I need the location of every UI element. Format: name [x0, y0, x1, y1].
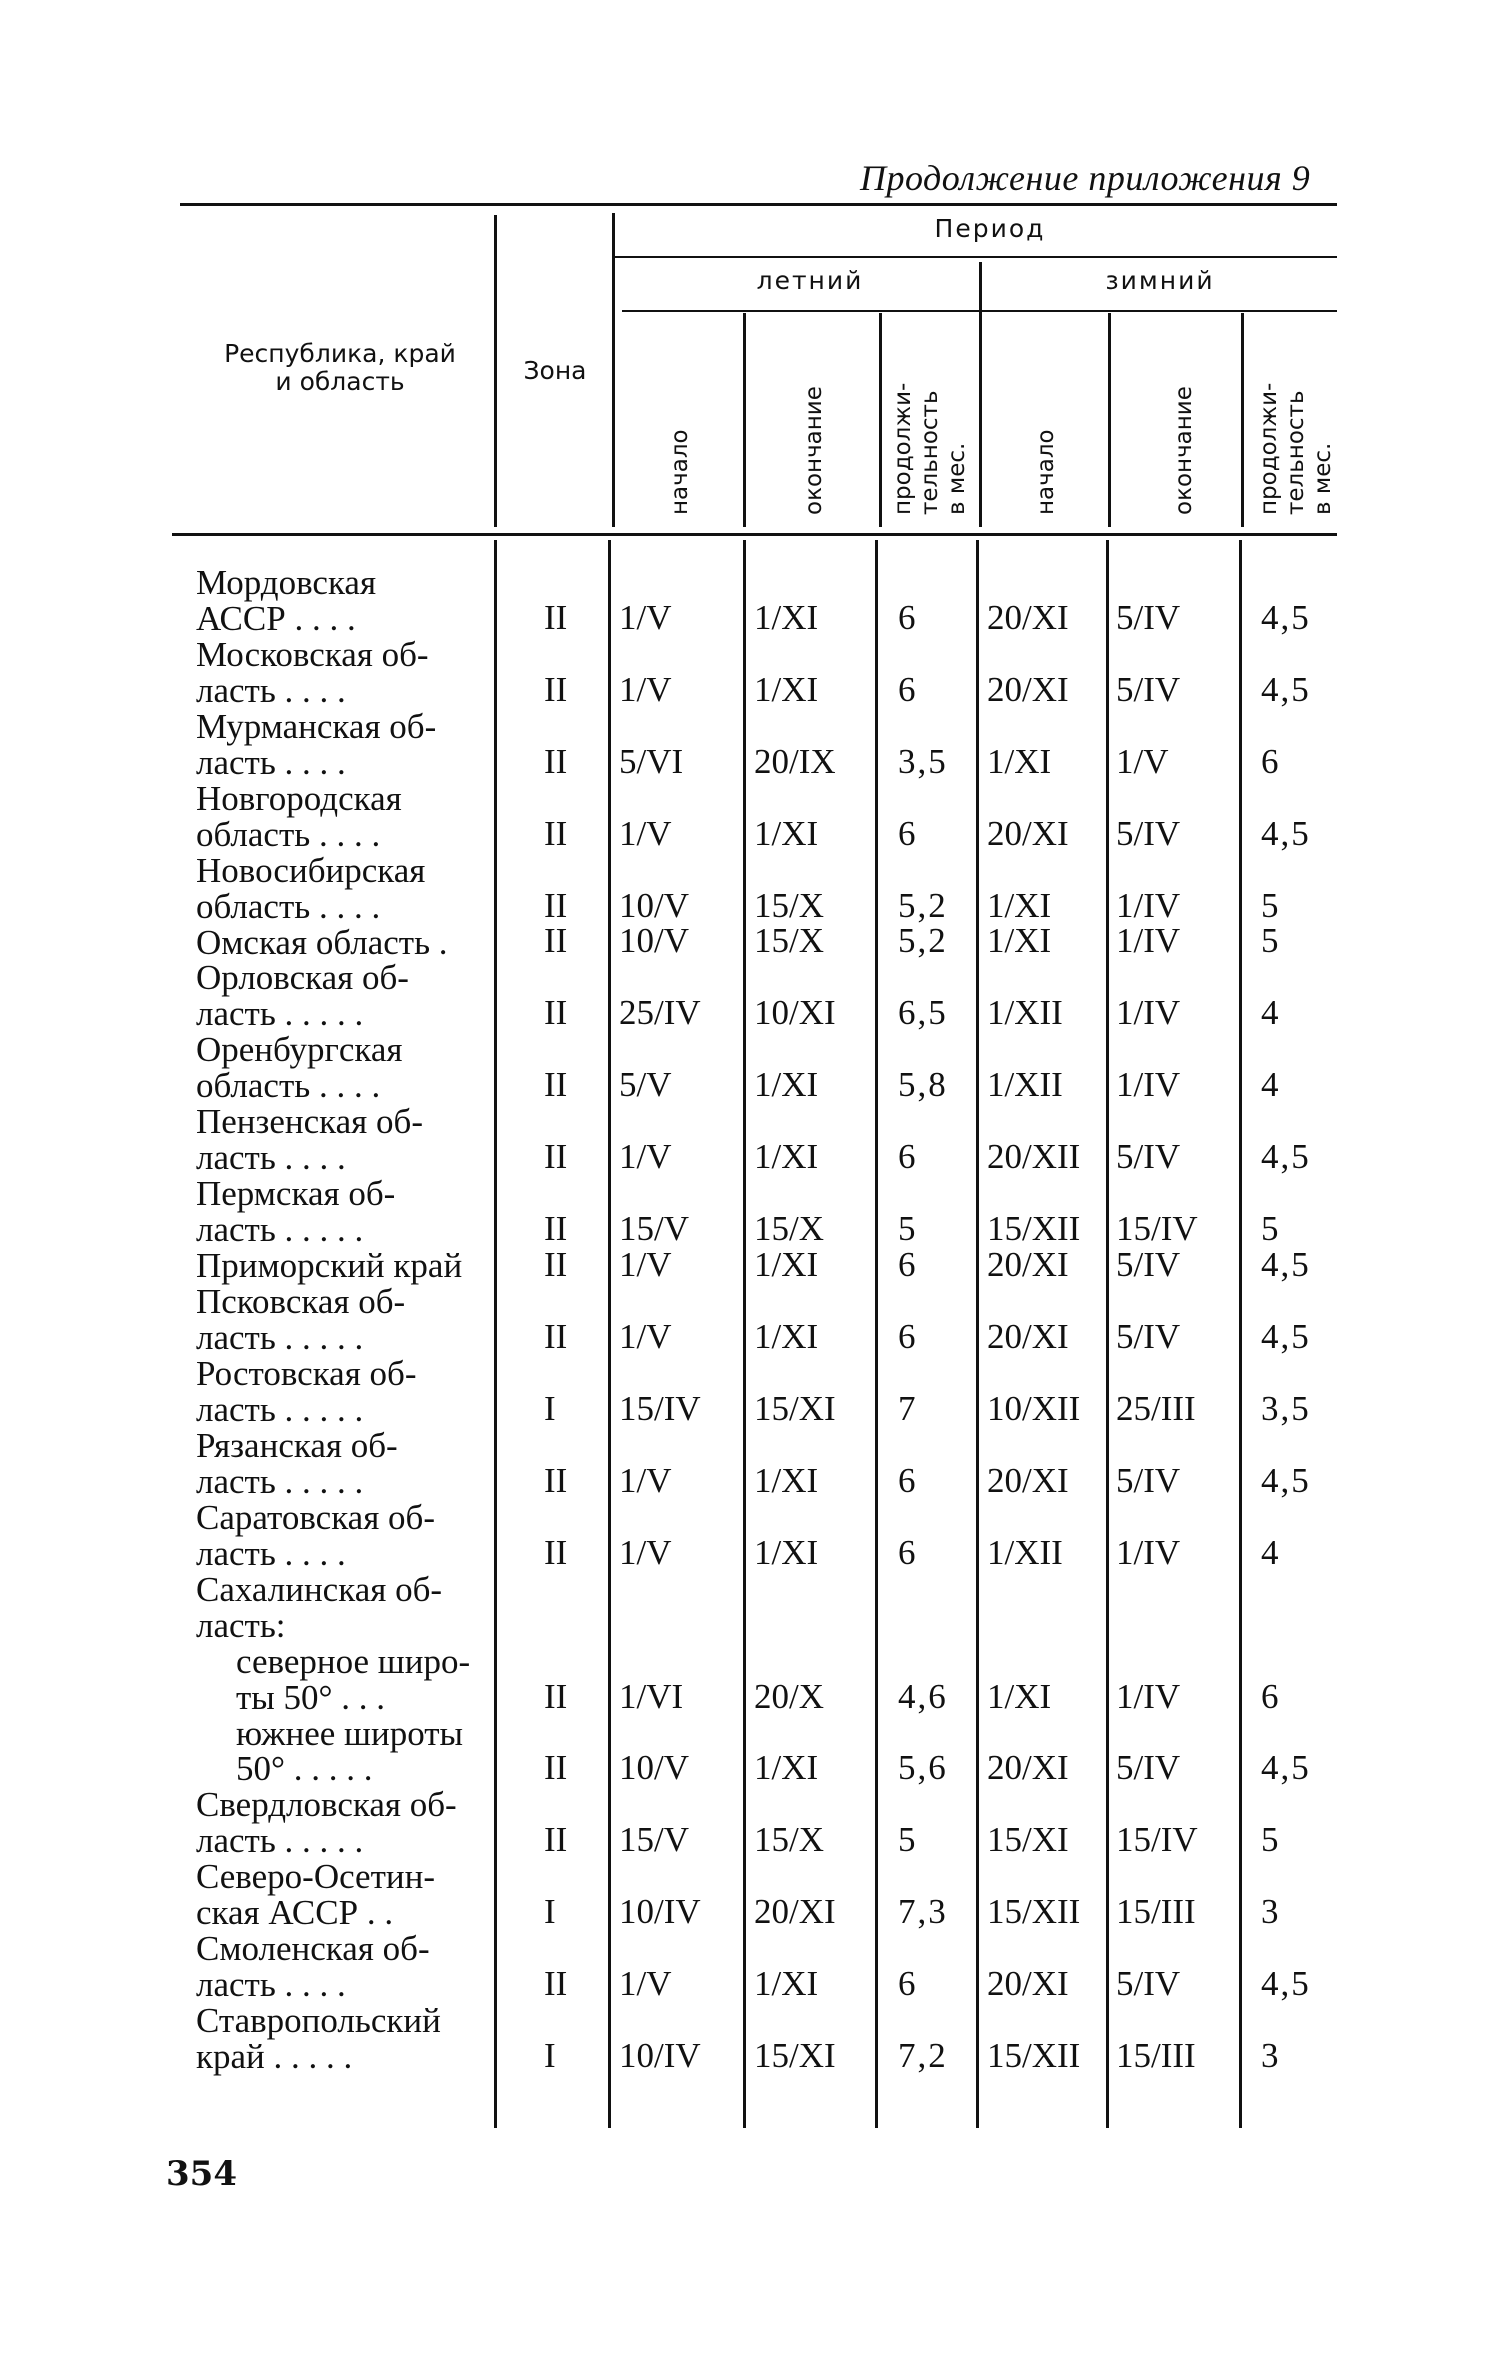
region-name-line: Свердловская об- — [196, 1785, 457, 1825]
header-winter: зимний — [1105, 266, 1215, 295]
cell-winter-start: 15/XII — [987, 1209, 1081, 1249]
header-period: Период — [934, 214, 1046, 243]
region-name-line: ласть . . . . — [196, 742, 346, 782]
cell-winter-duration: 4,5 — [1261, 1245, 1311, 1285]
cell-summer-end: 20/X — [754, 1676, 824, 1716]
cell-winter-end: 5/IV — [1116, 1964, 1181, 2004]
cell-winter-start: 1/XI — [987, 1676, 1052, 1716]
region-name-line: ласть . . . . . — [196, 1210, 364, 1250]
cell-summer-end: 1/XI — [754, 1137, 819, 1177]
region-name — [196, 706, 499, 782]
table-row — [196, 706, 1346, 782]
cell-summer-duration: 5,6 — [898, 1748, 948, 1788]
cell-zone: II — [544, 993, 568, 1033]
region-name — [196, 1425, 499, 1501]
cell-winter-duration: 6 — [1261, 1676, 1281, 1716]
cell-winter-duration: 6 — [1261, 741, 1281, 781]
region-name-line: Пензенская об- — [196, 1102, 423, 1142]
cell-winter-duration: 4,5 — [1261, 597, 1311, 637]
region-name — [196, 1641, 499, 1717]
cell-summer-end: 20/XI — [754, 1892, 836, 1932]
header-bottom-rule — [172, 533, 1337, 536]
cell-zone: II — [544, 669, 568, 709]
header-winter-duration: продолжи- тельность в мес. — [1256, 382, 1336, 515]
cell-summer-end: 1/XI — [754, 1065, 819, 1105]
region-name — [196, 1569, 499, 1645]
cell-summer-start: 10/IV — [619, 1892, 701, 1932]
cell-summer-duration: 7 — [898, 1388, 918, 1428]
cell-winter-duration: 5 — [1261, 885, 1281, 925]
cell-summer-duration: 4,6 — [898, 1676, 948, 1716]
cell-winter-end: 5/IV — [1116, 669, 1181, 709]
cell-summer-duration: 6 — [898, 1137, 918, 1177]
region-name-line: ласть . . . . — [196, 1965, 346, 2005]
cell-winter-end: 1/IV — [1116, 1676, 1181, 1716]
cell-summer-end: 1/XI — [754, 1532, 819, 1572]
cell-summer-start: 1/V — [619, 597, 672, 637]
cell-winter-end: 15/IV — [1116, 1820, 1198, 1860]
cell-summer-duration: 5,2 — [898, 885, 948, 925]
cell-winter-duration: 4 — [1261, 993, 1281, 1033]
cell-winter-end: 5/IV — [1116, 1245, 1181, 1285]
region-name — [196, 1284, 499, 1356]
cell-winter-duration: 4,5 — [1261, 1316, 1311, 1356]
region-name-line: Северо-Осетин- — [196, 1857, 436, 1897]
header-vline-season — [979, 262, 982, 527]
cell-winter-start: 20/XI — [987, 1316, 1069, 1356]
cell-winter-end: 5/IV — [1116, 1748, 1181, 1788]
region-name-line: Псковская об- — [196, 1282, 406, 1322]
cell-summer-start: 5/VI — [619, 741, 684, 781]
cell-summer-duration: 5,8 — [898, 1065, 948, 1105]
cell-zone: II — [544, 1460, 568, 1500]
header-winter-end: окончание — [1171, 386, 1197, 515]
cell-winter-start: 1/XI — [987, 885, 1052, 925]
region-name-line: 50° . . . . . — [236, 1749, 373, 1789]
region-name — [196, 1497, 499, 1573]
cell-winter-start: 20/XI — [987, 813, 1069, 853]
cell-winter-end: 1/IV — [1116, 885, 1181, 925]
cell-winter-end: 15/IV — [1116, 1209, 1198, 1249]
cell-winter-duration: 5 — [1261, 921, 1281, 961]
cell-summer-start: 1/VI — [619, 1676, 684, 1716]
cell-summer-start: 1/V — [619, 1964, 672, 2004]
region-name-line: Новгородская — [196, 778, 402, 818]
header-summer-end: окончание — [801, 386, 827, 515]
cell-summer-duration: 6 — [898, 1316, 918, 1356]
region-name-line: Приморский край — [196, 1246, 463, 1286]
cell-zone: II — [544, 1820, 568, 1860]
header-zone: Зона — [523, 356, 587, 385]
cell-summer-end: 15/X — [754, 1209, 824, 1249]
page-number: 354 — [166, 2154, 237, 2194]
header-vline-w1 — [1108, 313, 1111, 527]
cell-zone: II — [544, 1316, 568, 1356]
cell-winter-end: 1/IV — [1116, 921, 1181, 961]
cell-summer-start: 1/V — [619, 813, 672, 853]
cell-winter-start: 15/XII — [987, 2036, 1081, 2076]
cell-winter-start: 20/XI — [987, 1748, 1069, 1788]
region-name — [196, 1353, 499, 1429]
cell-summer-end: 1/XI — [754, 1748, 819, 1788]
table-caption: Продолжение приложения 9 — [860, 158, 1311, 198]
region-name-line: ская АССР . . — [196, 1893, 394, 1933]
region-name — [196, 960, 499, 1032]
cell-summer-start: 15/V — [619, 1209, 689, 1249]
region-name — [196, 922, 499, 962]
cell-summer-start: 5/V — [619, 1065, 672, 1105]
header-summer-duration: продолжи- тельность в мес. — [890, 382, 970, 515]
cell-summer-end: 1/XI — [754, 813, 819, 853]
cell-summer-end: 15/X — [754, 1820, 824, 1860]
region-name-line: ласть . . . . . — [196, 994, 364, 1034]
table-row — [196, 850, 1346, 926]
cell-zone: II — [544, 885, 568, 925]
table-row — [196, 1859, 1346, 1931]
cell-zone: II — [544, 1065, 568, 1105]
cell-zone: II — [544, 1245, 568, 1285]
region-name-line: Омская область . — [196, 922, 448, 962]
region-name — [196, 850, 499, 926]
cell-winter-end: 1/IV — [1116, 993, 1181, 1033]
cell-winter-start: 15/XII — [987, 1892, 1081, 1932]
table-row — [196, 1641, 1346, 1717]
cell-summer-start: 15/IV — [619, 1388, 701, 1428]
table-row — [196, 634, 1346, 710]
cell-winter-end: 1/IV — [1116, 1532, 1181, 1572]
cell-winter-duration: 4,5 — [1261, 1748, 1311, 1788]
region-name-line: Оренбургская — [196, 1030, 403, 1070]
table-row — [196, 778, 1346, 854]
region-name-line: Московская об- — [196, 634, 429, 674]
cell-winter-start: 20/XI — [987, 1460, 1069, 1500]
region-name-line: ласть . . . . — [196, 1533, 346, 1573]
region-name-line: область . . . . — [196, 814, 381, 854]
cell-summer-duration: 6 — [898, 813, 918, 853]
cell-winter-start: 1/XI — [987, 741, 1052, 781]
header-vline-zone-right — [612, 213, 615, 527]
cell-winter-start: 10/XII — [987, 1388, 1081, 1428]
period-rule — [615, 256, 1337, 258]
cell-summer-start: 1/V — [619, 1316, 672, 1356]
cell-summer-duration: 7,3 — [898, 1892, 948, 1932]
cell-zone: I — [544, 1388, 556, 1428]
region-name — [196, 1176, 499, 1248]
cell-zone: II — [544, 921, 568, 961]
cell-summer-duration: 6 — [898, 597, 918, 637]
cell-summer-end: 10/XI — [754, 993, 836, 1033]
region-name-line: Ростовская об- — [196, 1353, 417, 1393]
cell-summer-duration: 7,2 — [898, 2036, 948, 2076]
cell-summer-end: 15/XI — [754, 1388, 836, 1428]
cell-summer-duration: 6 — [898, 1460, 918, 1500]
cell-summer-end: 1/XI — [754, 1245, 819, 1285]
region-name — [196, 1787, 499, 1859]
table-row — [196, 1245, 1346, 1286]
cell-winter-end: 5/IV — [1116, 813, 1181, 853]
header-region: Республика, край и область — [224, 339, 456, 396]
cell-summer-duration: 6 — [898, 1964, 918, 2004]
header-vline-s2 — [879, 313, 882, 527]
top-rule — [180, 203, 1337, 206]
cell-winter-duration: 5 — [1261, 1820, 1281, 1860]
cell-winter-end: 1/V — [1116, 741, 1169, 781]
table-row — [196, 921, 1346, 962]
cell-summer-duration: 6,5 — [898, 993, 948, 1033]
region-name-line: ласть . . . . — [196, 1138, 346, 1178]
table-row — [196, 2003, 1346, 2075]
table-row — [196, 565, 1346, 637]
table-row — [196, 1176, 1346, 1248]
region-name-line: АССР . . . . — [196, 598, 356, 638]
cell-summer-start: 10/IV — [619, 2036, 701, 2076]
header-vline-s1 — [743, 313, 746, 527]
cell-winter-end: 15/III — [1116, 1892, 1196, 1932]
region-name-line: ласть . . . . . — [196, 1461, 364, 1501]
cell-summer-end: 1/XI — [754, 1460, 819, 1500]
region-name — [196, 634, 499, 710]
cell-zone: I — [544, 1892, 556, 1932]
region-name-line: ласть . . . . . — [196, 1318, 364, 1358]
cell-winter-start: 20/XI — [987, 597, 1069, 637]
cell-winter-duration: 4,5 — [1261, 1137, 1311, 1177]
table-row — [196, 1104, 1346, 1176]
cell-winter-duration: 4,5 — [1261, 669, 1311, 709]
cell-summer-duration: 5 — [898, 1209, 918, 1249]
cell-winter-end: 1/IV — [1116, 1065, 1181, 1105]
cell-winter-start: 20/XI — [987, 1964, 1069, 2004]
region-name-line: Смоленская об- — [196, 1929, 430, 1969]
table-body — [196, 565, 1346, 2075]
cell-winter-duration: 3 — [1261, 2036, 1281, 2076]
cell-winter-duration: 5 — [1261, 1209, 1281, 1249]
table-row — [196, 1353, 1346, 1429]
region-name-line: Орловская об- — [196, 958, 409, 998]
header-vline-zone-left — [494, 215, 497, 527]
table-row — [196, 1713, 1346, 1789]
region-name-line: Рязанская об- — [196, 1425, 398, 1465]
cell-summer-end: 1/XI — [754, 597, 819, 637]
cell-zone: II — [544, 1964, 568, 2004]
cell-summer-duration: 6 — [898, 1245, 918, 1285]
region-name — [196, 1104, 499, 1176]
region-name-line: Пермская об- — [196, 1174, 396, 1214]
region-name — [196, 1032, 499, 1104]
cell-summer-duration: 3,5 — [898, 741, 948, 781]
cell-summer-start: 10/V — [619, 921, 689, 961]
cell-summer-end: 15/X — [754, 921, 824, 961]
cell-summer-end: 20/IX — [754, 741, 836, 781]
region-name — [196, 565, 499, 637]
header-summer-start: начало — [667, 429, 693, 515]
cell-winter-end: 15/III — [1116, 2036, 1196, 2076]
cell-winter-start: 20/XII — [987, 1137, 1081, 1177]
cell-winter-end: 5/IV — [1116, 1137, 1181, 1177]
region-name-line: Ставропольский — [196, 2001, 441, 2041]
region-name — [196, 1859, 499, 1931]
cell-winter-start: 1/XII — [987, 1065, 1063, 1105]
cell-winter-start: 1/XI — [987, 921, 1052, 961]
cell-winter-duration: 3,5 — [1261, 1388, 1311, 1428]
cell-winter-start: 1/XII — [987, 993, 1063, 1033]
cell-zone: I — [544, 2036, 556, 2076]
cell-summer-end: 15/X — [754, 885, 824, 925]
cell-summer-end: 15/XI — [754, 2036, 836, 2076]
cell-summer-start: 25/IV — [619, 993, 701, 1033]
cell-summer-duration: 5,2 — [898, 921, 948, 961]
cell-summer-duration: 6 — [898, 1532, 918, 1572]
cell-winter-duration: 4,5 — [1261, 1964, 1311, 2004]
cell-winter-duration: 4,5 — [1261, 813, 1311, 853]
table-row — [196, 1497, 1346, 1573]
cell-summer-end: 1/XI — [754, 1316, 819, 1356]
region-name-line: ласть . . . . . — [196, 1389, 364, 1429]
cell-zone: II — [544, 1137, 568, 1177]
region-name — [196, 1931, 499, 2003]
header-summer: летний — [756, 266, 864, 295]
cell-winter-duration: 4 — [1261, 1065, 1281, 1105]
cell-winter-end: 25/III — [1116, 1388, 1196, 1428]
header-winter-start: начало — [1033, 429, 1059, 515]
cell-winter-duration: 4 — [1261, 1532, 1281, 1572]
cell-zone: II — [544, 1209, 568, 1249]
table-row — [196, 1569, 1346, 1645]
cell-summer-start: 1/V — [619, 669, 672, 709]
cell-summer-start: 1/V — [619, 1137, 672, 1177]
table-row — [196, 1284, 1346, 1356]
region-name — [196, 778, 499, 854]
cell-zone: II — [544, 1676, 568, 1716]
cell-summer-duration: 6 — [898, 669, 918, 709]
cell-zone: II — [544, 741, 568, 781]
cell-summer-duration: 5 — [898, 1820, 918, 1860]
cell-summer-end: 1/XI — [754, 669, 819, 709]
table-row — [196, 960, 1346, 1032]
table-row — [196, 1032, 1346, 1104]
cell-zone: II — [544, 1532, 568, 1572]
table-row — [196, 1787, 1346, 1859]
cell-winter-start: 1/XII — [987, 1532, 1063, 1572]
cell-winter-start: 20/XI — [987, 669, 1069, 709]
region-name-line: область . . . . — [196, 1066, 381, 1106]
region-name — [196, 1713, 499, 1789]
cell-zone: II — [544, 597, 568, 637]
cell-summer-start: 1/V — [619, 1460, 672, 1500]
cell-winter-end: 5/IV — [1116, 1316, 1181, 1356]
region-name — [196, 2003, 499, 2075]
table-row — [196, 1425, 1346, 1501]
cell-summer-start: 10/V — [619, 1748, 689, 1788]
header-vline-w2 — [1241, 313, 1244, 527]
cell-winter-duration: 4,5 — [1261, 1460, 1311, 1500]
region-name-line: Мордовская — [196, 563, 377, 602]
region-name-line: ты 50° . . . — [236, 1677, 386, 1717]
region-name — [196, 1248, 499, 1284]
region-name-line: южнее широты — [236, 1713, 464, 1753]
cell-zone: II — [544, 813, 568, 853]
cell-summer-end: 1/XI — [754, 1964, 819, 2004]
region-name-line: Мурманская об- — [196, 706, 437, 746]
region-name-line: Саратовская об- — [196, 1497, 436, 1537]
region-name-line: край . . . . . — [196, 2037, 353, 2077]
cell-zone: II — [544, 1748, 568, 1788]
table-row — [196, 1931, 1346, 2003]
cell-summer-start: 1/V — [619, 1532, 672, 1572]
cell-winter-start: 20/XI — [987, 1245, 1069, 1285]
region-name-line: Сахалинская об- — [196, 1569, 443, 1609]
region-name-line: ласть: — [196, 1605, 286, 1645]
region-name-line: северное широ- — [236, 1641, 471, 1681]
cell-winter-end: 5/IV — [1116, 1460, 1181, 1500]
cell-winter-end: 5/IV — [1116, 597, 1181, 637]
cell-summer-start: 15/V — [619, 1820, 689, 1860]
cell-winter-start: 15/XI — [987, 1820, 1069, 1860]
region-name-line: Новосибирская — [196, 850, 426, 890]
region-name-line: ласть . . . . — [196, 670, 346, 710]
cell-summer-start: 10/V — [619, 885, 689, 925]
cell-winter-duration: 3 — [1261, 1892, 1281, 1932]
cell-summer-start: 1/V — [619, 1245, 672, 1285]
region-name-line: область . . . . — [196, 886, 381, 926]
region-name-line: ласть . . . . . — [196, 1821, 364, 1861]
